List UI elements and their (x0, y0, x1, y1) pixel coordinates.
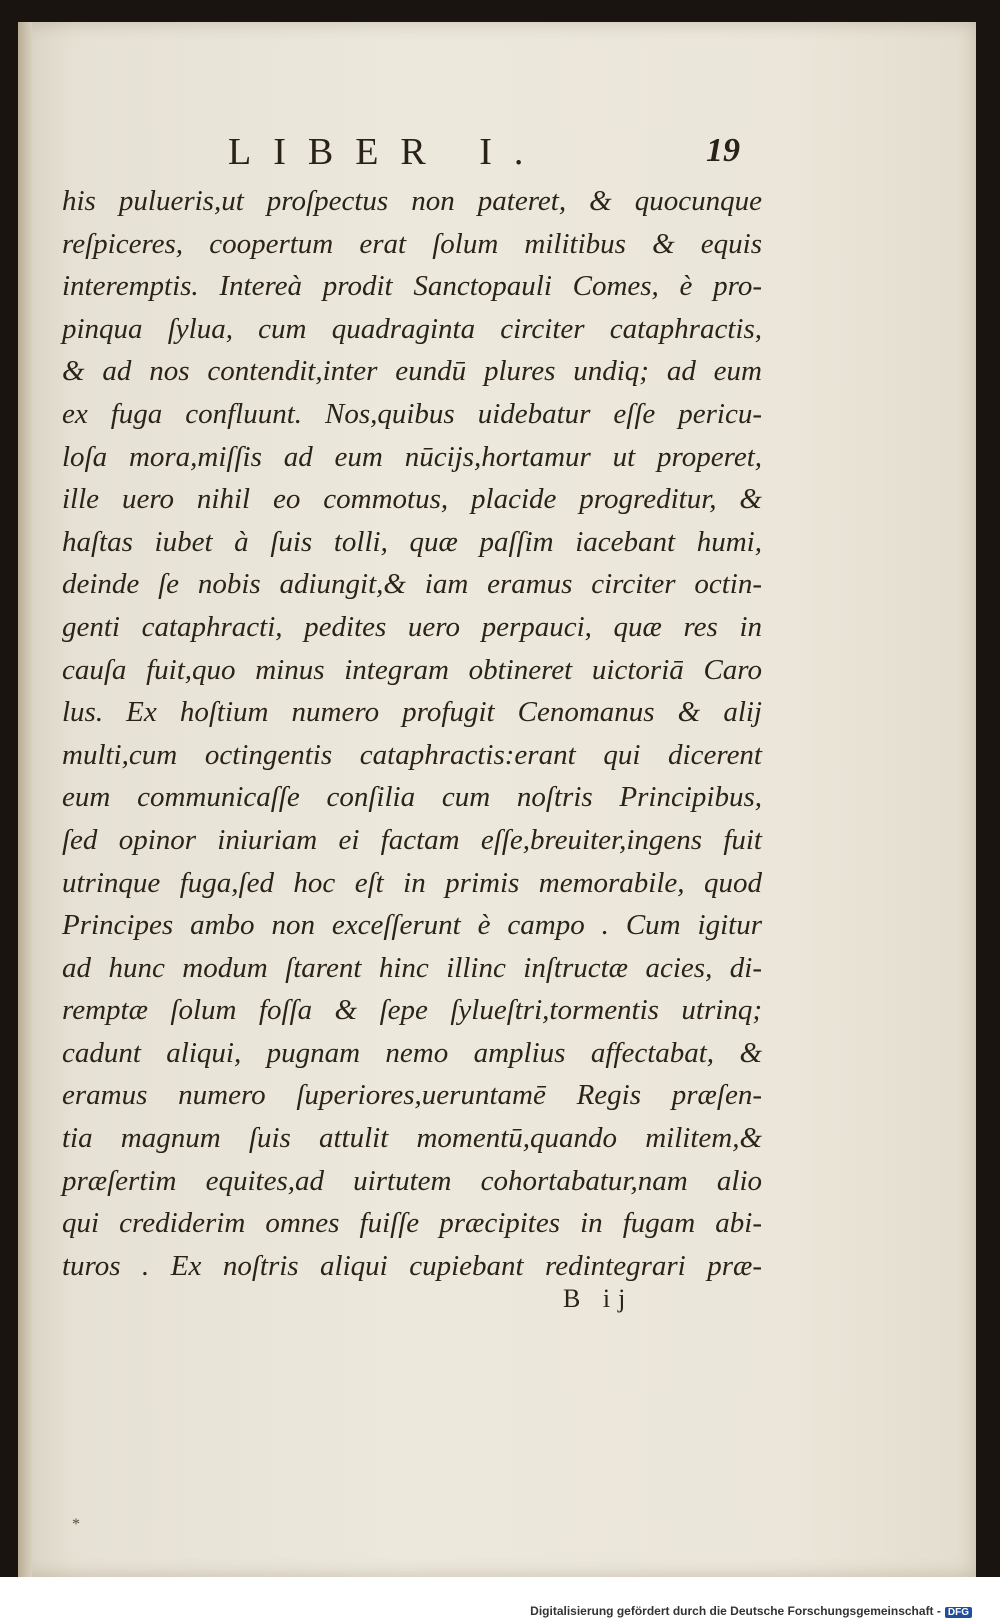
text-line: qui crediderim omnes fuiſſe præcipites in fugam abi- (62, 1207, 762, 1240)
text-line: pinqua ſylua, cum quadraginta circiter cataphractis, (62, 312, 762, 345)
signature-mark: B ij (563, 1284, 634, 1313)
book-page (18, 22, 976, 1577)
text-line: Principes ambo non exceſſerunt è campo . Cum igitur (62, 909, 762, 942)
text-line: genti cataphracti, pedites uero perpauci, quæ res in (62, 610, 762, 643)
text-line: eum communicaſſe conſilia cum noſtris Principibus, (62, 781, 762, 814)
body-text (62, 180, 762, 1287)
text-line: interemptis. Intereà prodit Sanctopauli Comes, è pro- (62, 270, 762, 303)
page-number: 19 (706, 132, 740, 169)
text-line: loſa mora,miſſis ad eum nūcijs,hortamur ut properet, (62, 440, 762, 473)
page-gutter-edge (18, 22, 32, 1577)
dfg-logo: DFG (945, 1607, 972, 1618)
digitization-credit (530, 1604, 972, 1618)
page-header (18, 130, 976, 180)
text-line: utrinque fuga,ſed hoc eſt in primis memorabile, quod (62, 866, 762, 899)
text-line: ex fuga confluunt. Nos,quibus uidebatur eſſe pericu- (62, 397, 762, 430)
text-line: eramus numero ſuperiores,ueruntamē Regis præſen- (62, 1079, 762, 1112)
text-line: cadunt aliqui, pugnam nemo amplius affectabat, & (62, 1036, 762, 1069)
text-line: tia magnum ſuis attulit momentū,quando militem,& (62, 1122, 762, 1155)
text-line: his pulueris,ut proſpectus non pateret, & quocunque (62, 185, 762, 217)
text-line: deinde ſe nobis adiungit,& iam eramus circiter octin- (62, 568, 762, 601)
text-line: ad hunc modum ſtarent hinc illinc inſtructæ acies, di- (62, 951, 762, 984)
text-line: lus. Ex hoſtium numero profugit Cenomanus & alij (62, 696, 762, 729)
text-line: cauſa fuit,quo minus integram obtineret uictoriā Caro (62, 653, 762, 686)
text-line: & ad nos contendit,inter eundū plures undiq; ad eum (62, 355, 762, 388)
text-line: reſpiceres, coopertum erat ſolum militibus & equis (62, 227, 762, 260)
running-head: LIBER I. (228, 131, 546, 173)
text-line: ille uero nihil eo commotus, placide progreditur, & (62, 483, 762, 516)
credit-text: Digitalisierung gefördert durch die Deutsche Forschungsgemeinschaft - (530, 1604, 941, 1618)
text-line: multi,cum octingentis cataphractis:erant qui dicerent (62, 738, 762, 771)
text-line: haſtas iubet à ſuis tolli, quæ paſſim iacebant humi, (62, 525, 762, 558)
ink-speck: * (72, 1516, 80, 1533)
text-line: remptæ ſolum foſſa & ſepe ſylueſtri,tormentis utrinq; (62, 994, 762, 1027)
text-line: ſed opinor iniuriam ei factam eſſe,breuiter,ingens fuit (62, 823, 762, 856)
text-line: turos . Ex noſtris aliqui cupiebant redintegrari præ- (62, 1249, 762, 1282)
text-line: præſertim equites,ad uirtutem cohortabatur,nam alio (62, 1164, 762, 1197)
